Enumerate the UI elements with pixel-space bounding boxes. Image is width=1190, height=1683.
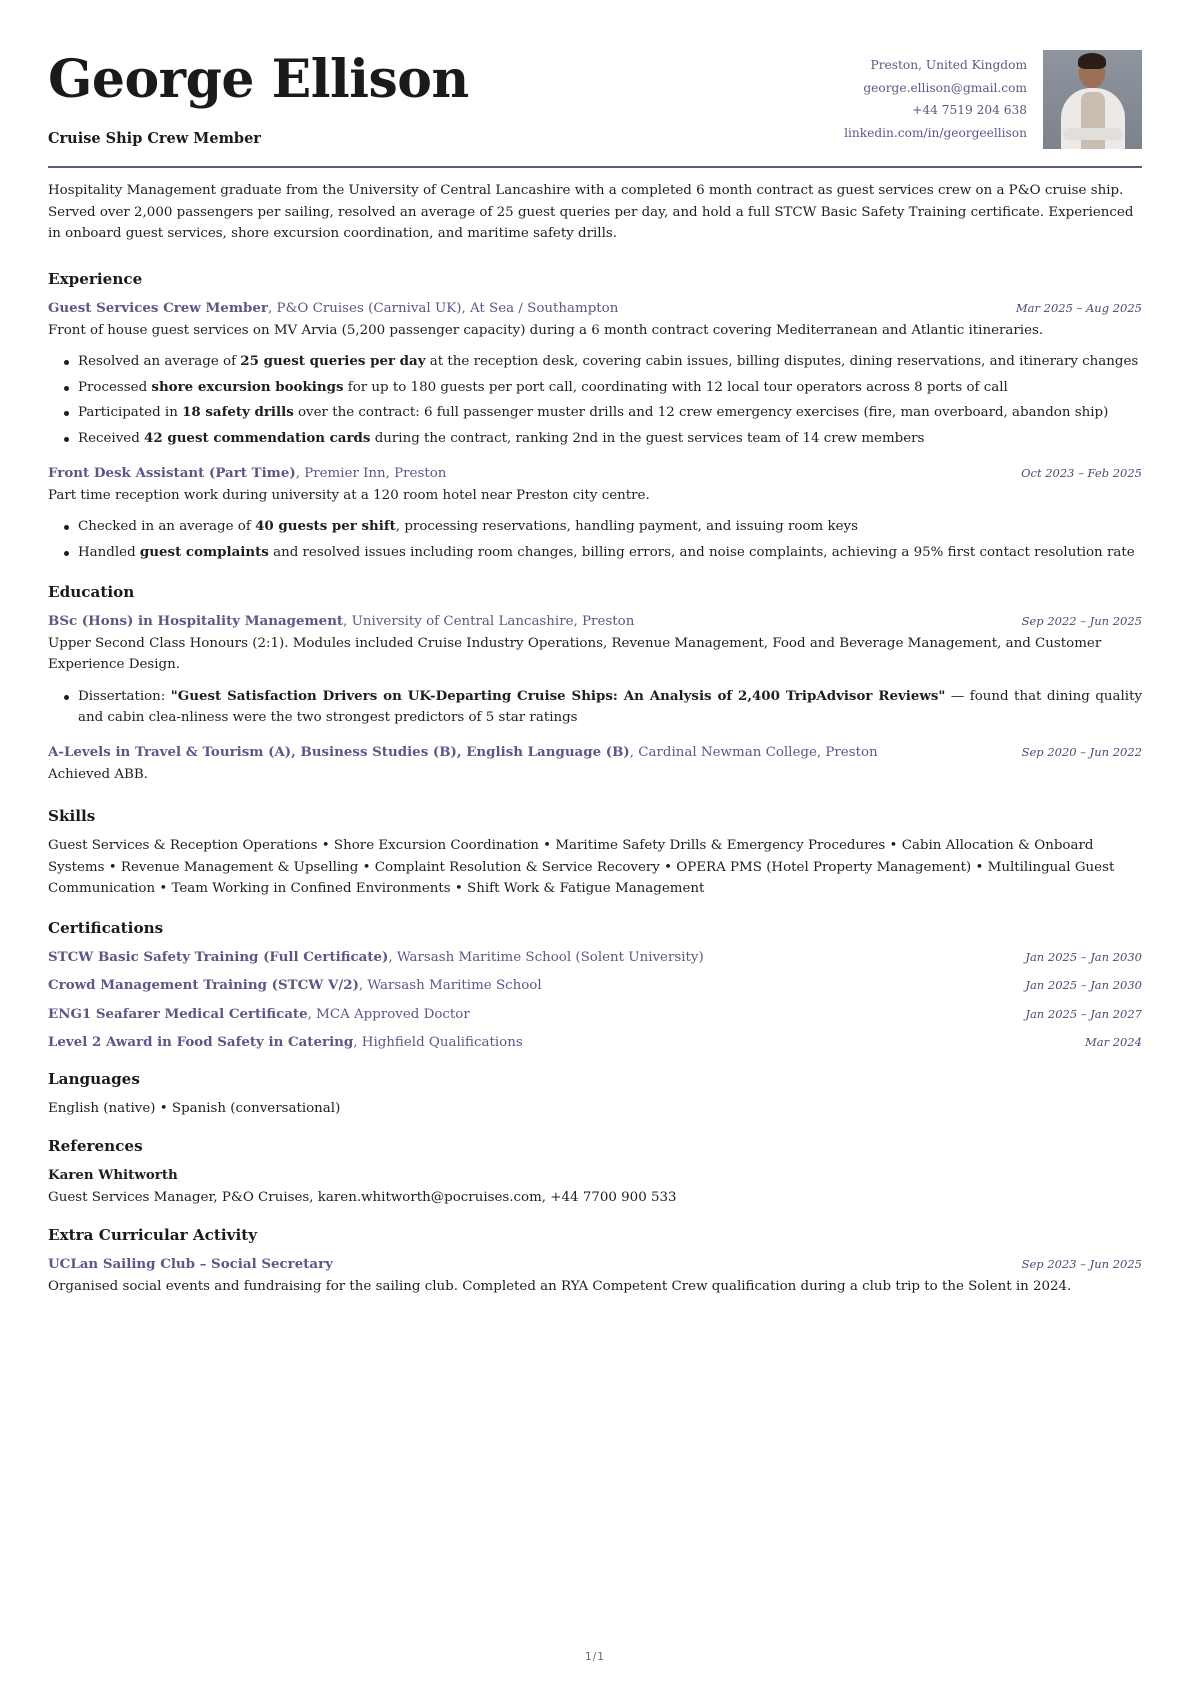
- experience-title-org: , P&O Cruises (Carnival UK), At Sea / Southampton: [267, 300, 619, 316]
- certification-date: Jan 2025 – Jan 2030: [1025, 978, 1142, 992]
- education-entry: [48, 611, 1142, 728]
- certification-title-org: , MCA Approved Doctor: [307, 1006, 470, 1022]
- bullet-highlight: 18 safety drills: [182, 404, 294, 420]
- page-number: 1/1: [585, 1651, 605, 1663]
- certification-title: [48, 1004, 470, 1025]
- education-list: [48, 611, 1142, 786]
- experience-header: [48, 298, 1142, 319]
- section-heading-education: Education: [48, 582, 135, 601]
- extracurricular-description: Organised social events and fundraising for the sailing club. Completed an RYA Competent Crew qualification during a club trip to the Solent in 2024.: [48, 1278, 1072, 1294]
- languages-text: English (native) • Spanish (conversational): [48, 1101, 341, 1116]
- section-heading-references: References: [48, 1136, 143, 1155]
- contact-location: Preston, United Kingdom: [870, 58, 1027, 72]
- education-title: [48, 611, 634, 632]
- summary-text: Hospitality Management graduate from the University of Central Lancashire with a completed 6 month contract as guest services crew on a P&O cruise ship. Served over 2,000 passengers per sailing, resolved an average of 25 guest queries per day, and hold a full STCW Basic Safety Training certificate. Experienced in onboard guest services, shore excursion coordination, and maritime safety drills.: [48, 183, 1134, 241]
- extracurricular-header: [48, 1254, 1142, 1275]
- certification-title-org: , Warsash Maritime School (Solent University): [388, 949, 704, 965]
- header-divider: [48, 166, 1142, 168]
- education-header: [48, 742, 1142, 763]
- photo-top-shape: [1081, 92, 1105, 149]
- certification-title-name: STCW Basic Safety Training (Full Certificate): [48, 948, 389, 965]
- education-entry: [48, 742, 1142, 786]
- certification-header: [48, 975, 1142, 996]
- profile-photo: [1043, 50, 1142, 149]
- section-heading-certifications: Certifications: [48, 918, 164, 937]
- experience-bullet: Handled guest complaints and resolved issues including room changes, billing errors, and noise complaints, achieving a 95% first contact resolution rate: [48, 542, 1142, 563]
- extracurricular-date: Sep 2023 – Jun 2025: [1021, 1256, 1142, 1271]
- section-heading-experience: Experience: [48, 269, 143, 288]
- education-bullet: Dissertation: "Guest Satisfaction Drivers on UK-Departing Cruise Ships: An Analysis of 2,400 TripAdvisor Reviews" — found that dining quality and cabin clea-nliness were the two strongest predictors of 5 star ratings: [48, 686, 1142, 728]
- experience-date: Oct 2023 – Feb 2025: [1021, 465, 1142, 480]
- certification-title-name: ENG1 Seafarer Medical Certificate: [48, 1005, 308, 1022]
- bullet-highlight: 42 guest commendation cards: [144, 429, 371, 446]
- certification-list: [48, 947, 1142, 1054]
- certification-title: [48, 975, 542, 996]
- resume-content: [48, 180, 1142, 1297]
- certification-date: Jan 2025 – Jan 2030: [1025, 949, 1142, 964]
- section-heading-skills: Skills: [48, 807, 96, 825]
- certification-date: Mar 2024: [1084, 1035, 1142, 1049]
- photo-hair-shape: [1078, 53, 1106, 69]
- certification-header: [48, 1032, 1142, 1053]
- education-description: Upper Second Class Honours (2:1). Modules included Cruise Industry Operations, Revenue Management, Food and Beverage Management, and Customer Experience Design.: [48, 635, 1102, 672]
- experience-title-name: Front Desk Assistant (Part Time): [48, 464, 296, 481]
- experience-bullet: Resolved an average of 25 guest queries per day at the reception desk, covering cabin issues, billing disputes, dining reservations, and itinerary changes: [48, 351, 1142, 372]
- certification-title-name: Level 2 Award in Food Safety in Catering: [48, 1034, 354, 1050]
- experience-bullets: [48, 351, 1142, 449]
- candidate-headline: Cruise Ship Crew Member: [48, 130, 261, 147]
- certification-title: [48, 947, 704, 968]
- experience-date: Mar 2025 – Aug 2025: [1015, 300, 1142, 315]
- certification-title-org: , Highfield Qualifications: [353, 1035, 523, 1050]
- reference-name: Karen Whitworth: [48, 1166, 178, 1183]
- experience-bullet: Participated in 18 safety drills over the contract: 6 full passenger muster drills and 12 crew emergency exercises (fire, man overboard, abandon ship): [48, 402, 1142, 423]
- experience-entry: [48, 463, 1142, 563]
- experience-bullet: Checked in an average of 40 guests per shift, processing reservations, handling payment, and issuing room keys: [48, 516, 1142, 537]
- experience-bullets: [48, 516, 1142, 563]
- education-title-org: , Cardinal Newman College, Preston: [629, 744, 878, 760]
- contact-phone[interactable]: +44 7519 204 638: [912, 103, 1027, 117]
- experience-description: Part time reception work during university at a 120 room hotel near Preston city centre.: [48, 487, 650, 503]
- education-title-name: BSc (Hons) in Hospitality Management: [48, 612, 344, 629]
- education-header: [48, 611, 1142, 632]
- candidate-name: George Ellison: [48, 49, 469, 110]
- education-title: [48, 742, 878, 763]
- extracurricular-list: [48, 1254, 1142, 1298]
- resume-header: [48, 46, 1142, 166]
- certification-header: [48, 1004, 1142, 1025]
- skills-text: Guest Services & Reception Operations • Shore Excursion Coordination • Maritime Safety Drills & Emergency Procedures • Cabin Allocation & Onboard Systems • Revenue Management & Upselling • Complaint Resolution & Service Recovery • OPERA PMS (Hotel Property Management) • Multilingual Guest Communication • Team Working in Confined Environments • Shift Work & Fatigue Management: [48, 838, 1115, 896]
- section-heading-languages: Languages: [48, 1070, 140, 1088]
- contact-email[interactable]: george.ellison@gmail.com: [863, 80, 1027, 95]
- experience-header: [48, 463, 1142, 484]
- experience-bullet: Received 42 guest commendation cards during the contract, ranking 2nd in the guest services team of 14 crew members: [48, 428, 1142, 449]
- bullet-highlight: "Guest Satisfaction Drivers on UK-Departing Cruise Ships: An Analysis of 2,400 TripAdvisor Reviews": [170, 687, 946, 704]
- reference-detail: Guest Services Manager, P&O Cruises, karen.whitworth@pocruises.com, +44 7700 900 533: [48, 1189, 677, 1205]
- experience-title-org: , Premier Inn, Preston: [295, 465, 447, 481]
- education-title-org: , University of Central Lancashire, Preston: [343, 613, 635, 629]
- extracurricular-title: [48, 1254, 333, 1275]
- certification-title: [48, 1032, 523, 1053]
- education-title-name: A-Levels in Travel & Tourism (A), Business Studies (B), English Language (B): [48, 743, 630, 760]
- contact-block: [844, 54, 1027, 144]
- bullet-highlight: 25 guest queries per day: [240, 353, 426, 369]
- education-date: Sep 2022 – Jun 2025: [1021, 613, 1142, 628]
- education-description: Achieved ABB.: [48, 766, 148, 782]
- experience-bullet: Processed shore excursion bookings for up to 180 guests per port call, coordinating with 12 local tour operators across 8 ports of call: [48, 377, 1142, 398]
- experience-description: Front of house guest services on MV Arvia (5,200 passenger capacity) during a 6 month contract covering Mediterranean and Atlantic itineraries.: [48, 322, 1044, 338]
- certification-header: [48, 947, 1142, 968]
- certification-date: Jan 2025 – Jan 2027: [1025, 1006, 1142, 1021]
- extracurricular-title-name: UCLan Sailing Club – Social Secretary: [48, 1255, 333, 1272]
- education-date: Sep 2020 – Jun 2022: [1021, 744, 1142, 759]
- experience-title: [48, 463, 446, 484]
- experience-title-name: Guest Services Crew Member: [48, 299, 268, 316]
- bullet-highlight: shore excursion bookings: [151, 378, 344, 395]
- certification-title-name: Crowd Management Training (STCW V/2): [48, 977, 359, 993]
- certification-title-org: , Warsash Maritime School: [358, 978, 542, 993]
- experience-list: [48, 298, 1142, 563]
- experience-title: [48, 298, 618, 319]
- photo-arms-shape: [1063, 128, 1123, 140]
- contact-linkedin[interactable]: linkedin.com/in/georgeellison: [844, 125, 1027, 140]
- resume-page: [48, 0, 1142, 1683]
- reference-list: [48, 1165, 1142, 1209]
- section-heading-extracurricular: Extra Curricular Activity: [48, 1225, 258, 1244]
- experience-entry: [48, 298, 1142, 449]
- bullet-highlight: 40 guests per shift: [255, 518, 396, 534]
- bullet-highlight: guest complaints: [139, 543, 269, 560]
- education-bullets: [48, 686, 1142, 728]
